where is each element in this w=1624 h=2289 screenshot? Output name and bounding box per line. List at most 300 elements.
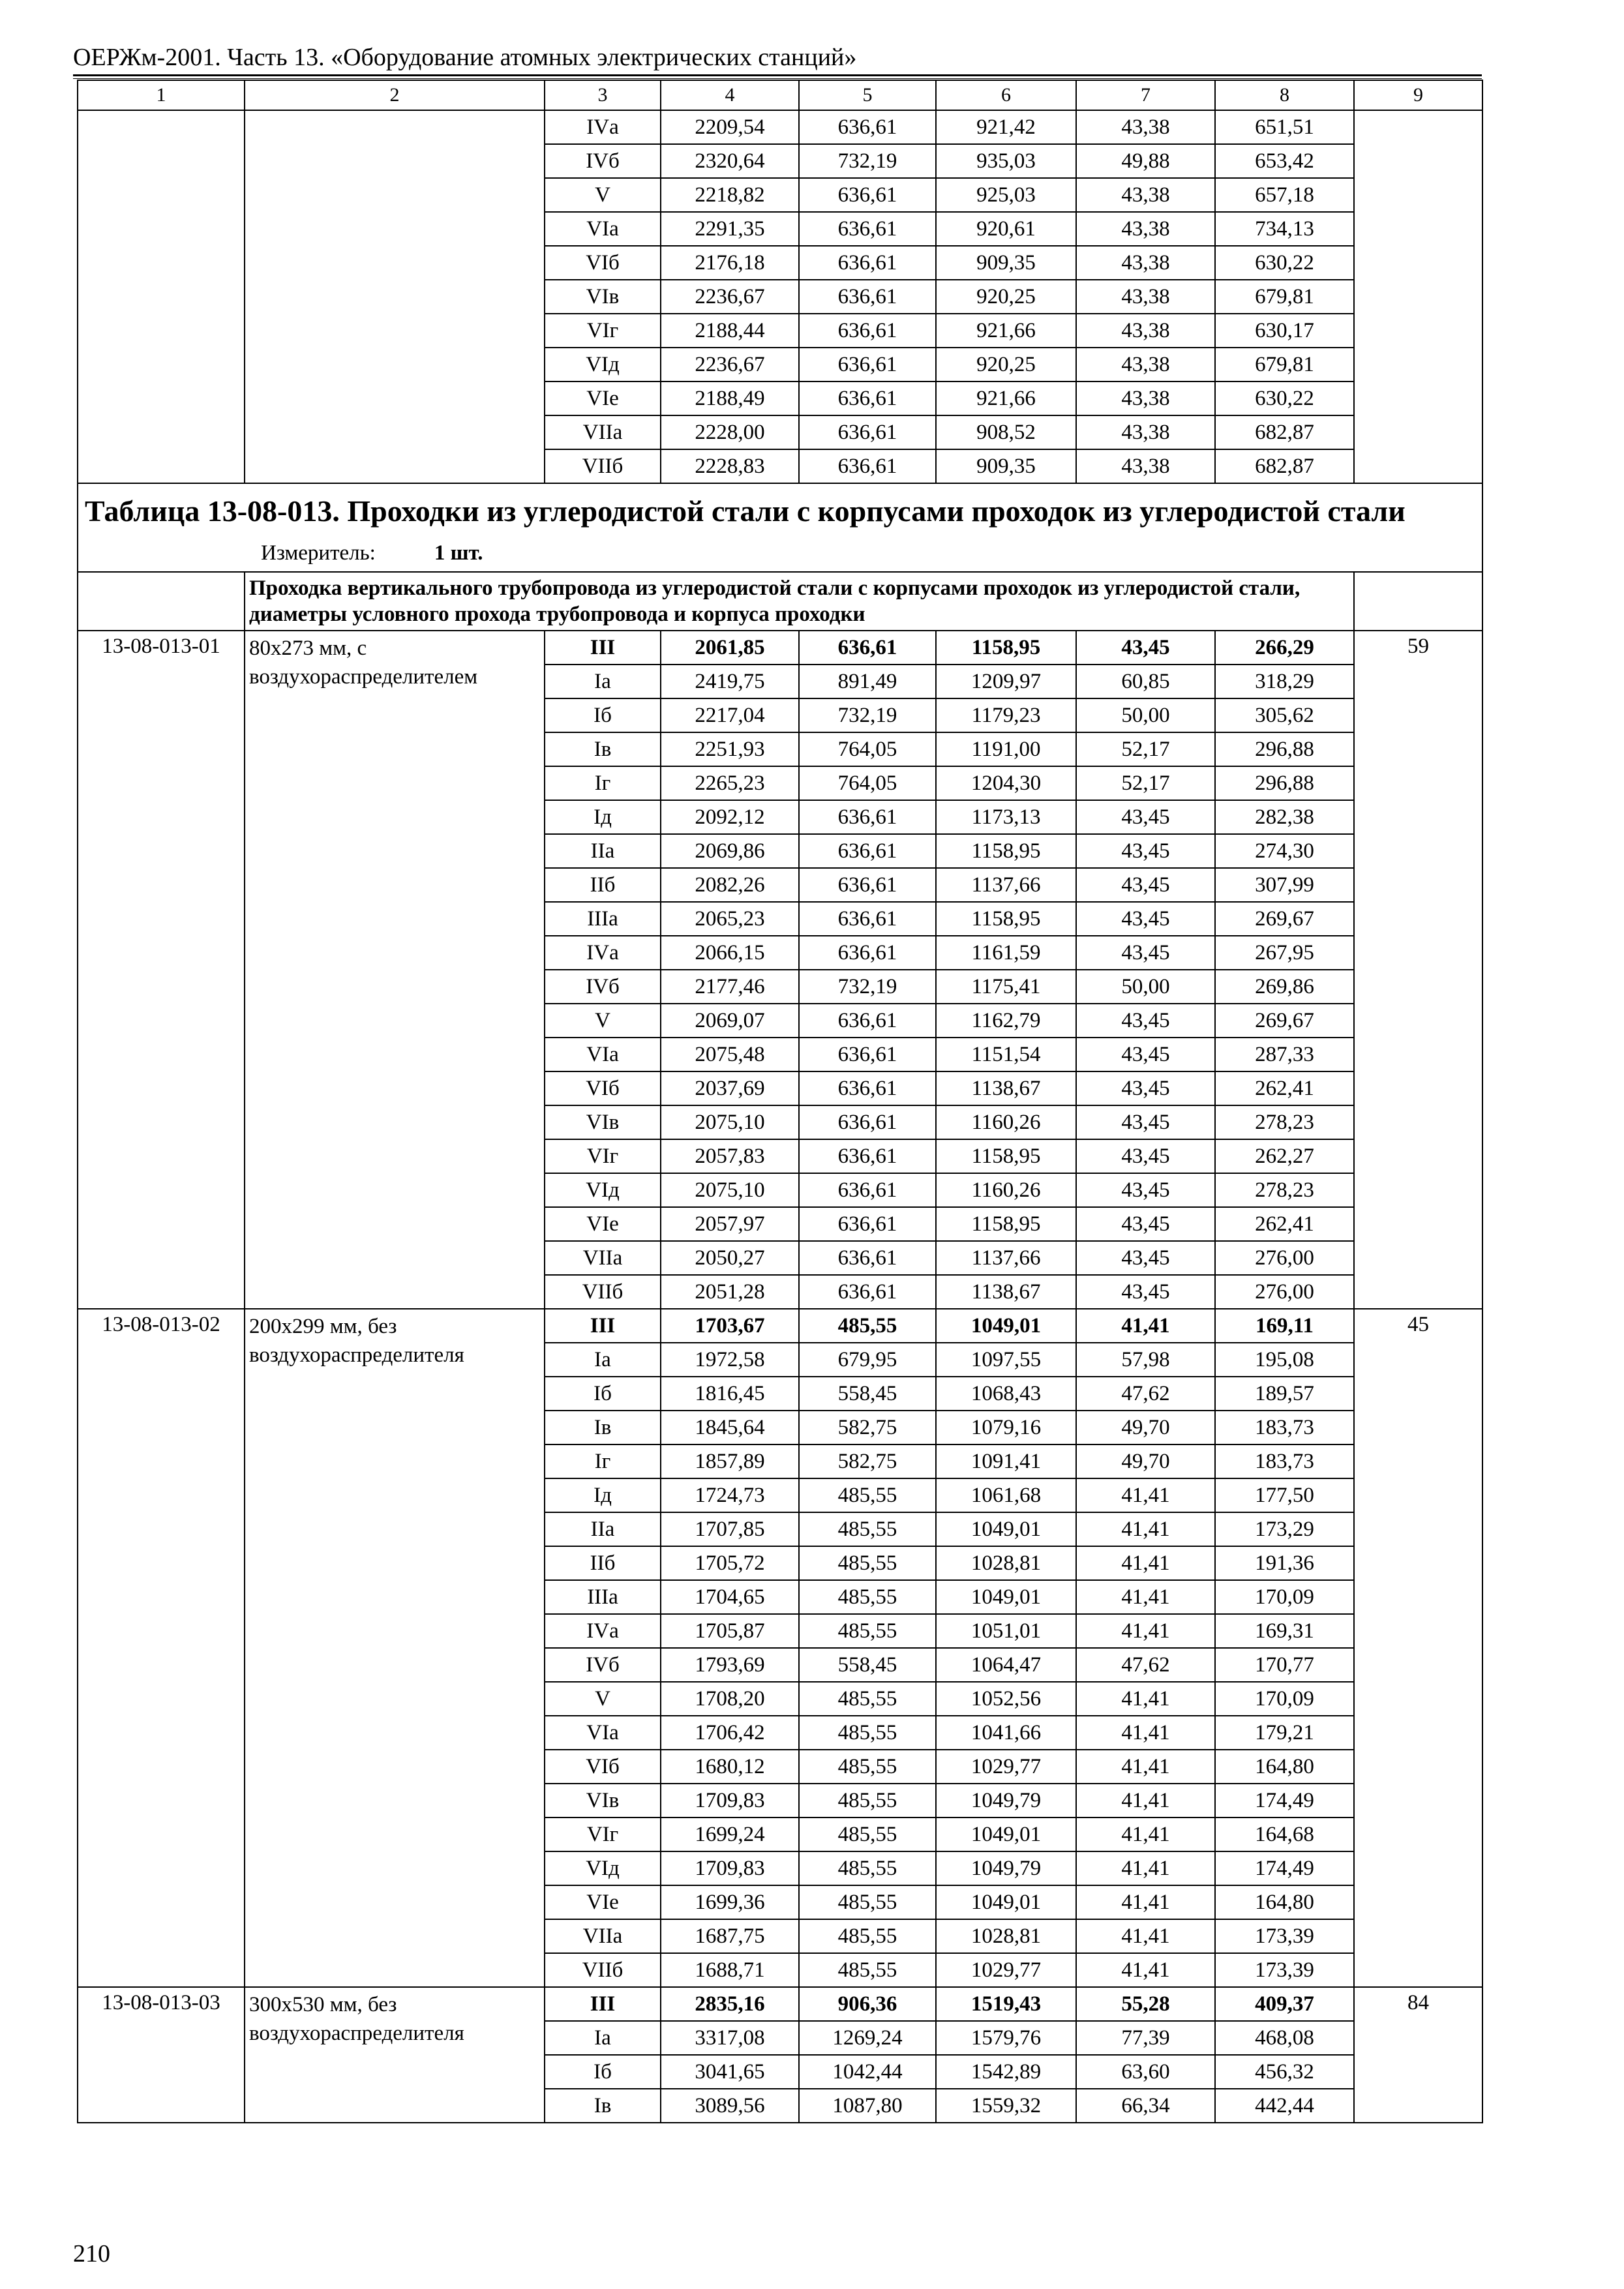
value-cell: 3089,56: [661, 2089, 799, 2123]
value-cell: 2217,04: [661, 698, 799, 732]
col-num: 6: [936, 80, 1076, 110]
zone-cell: VIб: [545, 246, 661, 280]
value-cell: 1707,85: [661, 1512, 799, 1546]
value-cell: 485,55: [799, 1580, 936, 1614]
value-cell: 2051,28: [661, 1275, 799, 1309]
value-cell: 41,41: [1076, 1716, 1215, 1750]
value-cell: 1064,47: [936, 1648, 1076, 1682]
value-cell: 636,61: [799, 834, 936, 868]
value-cell: 274,30: [1215, 834, 1354, 868]
value-cell: 66,34: [1076, 2089, 1215, 2123]
value-cell: 1687,75: [661, 1919, 799, 1953]
value-cell: 1097,55: [936, 1343, 1076, 1377]
value-cell: 169,11: [1215, 1309, 1354, 1343]
value-cell: 2291,35: [661, 212, 799, 246]
value-cell: 921,42: [936, 110, 1076, 144]
value-cell: 1138,67: [936, 1275, 1076, 1309]
value-cell: 636,61: [799, 936, 936, 970]
value-cell: 191,36: [1215, 1546, 1354, 1580]
value-cell: 1028,81: [936, 1919, 1076, 1953]
value-cell: 1028,81: [936, 1546, 1076, 1580]
zone-cell: VIIб: [545, 1953, 661, 1987]
zone-cell: VIб: [545, 1750, 661, 1784]
col-num: 5: [799, 80, 936, 110]
value-cell: 1137,66: [936, 868, 1076, 902]
value-cell: 1269,24: [799, 2021, 936, 2055]
value-cell: 1705,87: [661, 1614, 799, 1648]
value-cell: 636,61: [799, 178, 936, 212]
value-cell: 1724,73: [661, 1478, 799, 1512]
value-cell: 582,75: [799, 1411, 936, 1444]
value-cell: 1049,01: [936, 1818, 1076, 1851]
value-cell: 1699,36: [661, 1885, 799, 1919]
col9-cell: 84: [1354, 1987, 1482, 2123]
empty-cell: [78, 572, 245, 631]
col9-cell: 59: [1354, 631, 1482, 1309]
value-cell: 2419,75: [661, 665, 799, 698]
value-cell: 2236,67: [661, 280, 799, 314]
value-cell: 41,41: [1076, 1885, 1215, 1919]
zone-cell: IIб: [545, 1546, 661, 1580]
value-cell: 1049,01: [936, 1580, 1076, 1614]
value-cell: 296,88: [1215, 732, 1354, 766]
zone-cell: VIе: [545, 382, 661, 415]
name-cell: 300х530 мм, без воздухораспределителя: [245, 1987, 545, 2123]
value-cell: 41,41: [1076, 1784, 1215, 1818]
value-cell: 1709,83: [661, 1851, 799, 1885]
value-cell: 1793,69: [661, 1648, 799, 1682]
value-cell: 43,45: [1076, 868, 1215, 902]
value-cell: 1041,66: [936, 1716, 1076, 1750]
value-cell: 2092,12: [661, 800, 799, 834]
zone-cell: V: [545, 1004, 661, 1038]
value-cell: 682,87: [1215, 449, 1354, 483]
value-cell: 170,09: [1215, 1682, 1354, 1716]
value-cell: 636,61: [799, 348, 936, 382]
value-cell: 57,98: [1076, 1343, 1215, 1377]
value-cell: 173,39: [1215, 1953, 1354, 1987]
value-cell: 442,44: [1215, 2089, 1354, 2123]
value-cell: 269,67: [1215, 1004, 1354, 1038]
value-cell: 2228,83: [661, 449, 799, 483]
value-cell: 1191,00: [936, 732, 1076, 766]
page-number: 210: [73, 2240, 110, 2267]
zone-cell: VIа: [545, 212, 661, 246]
measure-value: 1 шт.: [434, 541, 483, 565]
value-cell: 43,45: [1076, 902, 1215, 936]
value-cell: 1087,80: [799, 2089, 936, 2123]
value-cell: 1049,79: [936, 1784, 1076, 1818]
measure-label: Измеритель:: [261, 541, 376, 565]
zone-cell: VIв: [545, 1784, 661, 1818]
value-cell: 891,49: [799, 665, 936, 698]
table-row: [78, 1309, 1482, 1343]
value-cell: 183,73: [1215, 1411, 1354, 1444]
value-cell: 636,61: [799, 449, 936, 483]
zone-cell: Iв: [545, 2089, 661, 2123]
col9-cell: [1354, 110, 1482, 483]
table-title: Таблица 13-08-013. Проходки из углеродистой стали с корпусами проходок из углеродистой стали: [85, 494, 1406, 528]
value-cell: 485,55: [799, 1784, 936, 1818]
value-cell: 52,17: [1076, 766, 1215, 800]
zone-cell: VIб: [545, 1071, 661, 1105]
value-cell: 908,52: [936, 415, 1076, 449]
zone-cell: IVа: [545, 936, 661, 970]
value-cell: 1158,95: [936, 631, 1076, 665]
zone-cell: Iа: [545, 665, 661, 698]
value-cell: 732,19: [799, 698, 936, 732]
zone-cell: IIIа: [545, 1580, 661, 1614]
value-cell: 43,45: [1076, 936, 1215, 970]
code-cell: 13-08-013-01: [78, 631, 245, 1309]
value-cell: 582,75: [799, 1444, 936, 1478]
table-row: [78, 1987, 1482, 2021]
value-cell: 170,09: [1215, 1580, 1354, 1614]
value-cell: 1688,71: [661, 1953, 799, 1987]
value-cell: 1161,59: [936, 936, 1076, 970]
value-cell: 1151,54: [936, 1038, 1076, 1071]
value-cell: 1680,12: [661, 1750, 799, 1784]
zone-cell: IIа: [545, 834, 661, 868]
name-cell: 80х273 мм, с воздухораспределителем: [245, 631, 545, 1309]
code-cell: 13-08-013-03: [78, 1987, 245, 2123]
value-cell: 651,51: [1215, 110, 1354, 144]
document-header: ОЕРЖм-2001. Часть 13. «Оборудование атомных электрических станций»: [73, 42, 1482, 76]
value-cell: 1703,67: [661, 1309, 799, 1343]
value-cell: 179,21: [1215, 1716, 1354, 1750]
zone-cell: Iа: [545, 2021, 661, 2055]
value-cell: 60,85: [1076, 665, 1215, 698]
value-cell: 1049,01: [936, 1309, 1076, 1343]
value-cell: 636,61: [799, 314, 936, 348]
col-num: 3: [545, 80, 661, 110]
value-cell: 43,45: [1076, 1275, 1215, 1309]
value-cell: 1042,44: [799, 2055, 936, 2089]
value-cell: 282,38: [1215, 800, 1354, 834]
zone-cell: Iд: [545, 800, 661, 834]
zone-cell: III: [545, 1987, 661, 2021]
code-cell: [78, 110, 245, 483]
zone-cell: IIб: [545, 868, 661, 902]
value-cell: 485,55: [799, 1953, 936, 1987]
zone-cell: VIе: [545, 1207, 661, 1241]
value-cell: 41,41: [1076, 1309, 1215, 1343]
col-num: 1: [78, 80, 245, 110]
value-cell: 52,17: [1076, 732, 1215, 766]
value-cell: 55,28: [1076, 1987, 1215, 2021]
value-cell: 1542,89: [936, 2055, 1076, 2089]
value-cell: 43,45: [1076, 1071, 1215, 1105]
value-cell: 43,38: [1076, 449, 1215, 483]
value-cell: 1559,32: [936, 2089, 1076, 2123]
value-cell: 1519,43: [936, 1987, 1076, 2021]
zone-cell: VIд: [545, 348, 661, 382]
value-cell: 636,61: [799, 1071, 936, 1105]
zone-cell: IVа: [545, 110, 661, 144]
value-cell: 278,23: [1215, 1173, 1354, 1207]
value-cell: 2082,26: [661, 868, 799, 902]
col-num: 9: [1354, 80, 1482, 110]
value-cell: 43,38: [1076, 348, 1215, 382]
name-cell: [245, 110, 545, 483]
value-cell: 636,61: [799, 1275, 936, 1309]
value-cell: 43,38: [1076, 382, 1215, 415]
value-cell: 1158,95: [936, 1207, 1076, 1241]
value-cell: 41,41: [1076, 1818, 1215, 1851]
value-cell: 558,45: [799, 1377, 936, 1411]
value-cell: 262,41: [1215, 1071, 1354, 1105]
value-cell: 1709,83: [661, 1784, 799, 1818]
zone-cell: III: [545, 631, 661, 665]
value-cell: 276,00: [1215, 1241, 1354, 1275]
value-cell: 636,61: [799, 415, 936, 449]
value-cell: 732,19: [799, 144, 936, 178]
value-cell: 2075,10: [661, 1105, 799, 1139]
value-cell: 43,38: [1076, 314, 1215, 348]
value-cell: 2320,64: [661, 144, 799, 178]
value-cell: 1079,16: [936, 1411, 1076, 1444]
col-num: 7: [1076, 80, 1215, 110]
value-cell: 679,81: [1215, 348, 1354, 382]
value-cell: 43,38: [1076, 212, 1215, 246]
value-cell: 2061,85: [661, 631, 799, 665]
value-cell: 921,66: [936, 382, 1076, 415]
value-cell: 558,45: [799, 1648, 936, 1682]
zone-cell: V: [545, 1682, 661, 1716]
value-cell: 43,45: [1076, 1004, 1215, 1038]
value-cell: 189,57: [1215, 1377, 1354, 1411]
value-cell: 468,08: [1215, 2021, 1354, 2055]
zone-cell: IVа: [545, 1614, 661, 1648]
value-cell: 1705,72: [661, 1546, 799, 1580]
value-cell: 764,05: [799, 766, 936, 800]
value-cell: 2265,23: [661, 766, 799, 800]
value-cell: 2057,83: [661, 1139, 799, 1173]
value-cell: 732,19: [799, 970, 936, 1004]
value-cell: 43,45: [1076, 800, 1215, 834]
value-cell: 174,49: [1215, 1784, 1354, 1818]
value-cell: 636,61: [799, 868, 936, 902]
value-cell: 49,88: [1076, 144, 1215, 178]
zone-cell: IIIа: [545, 902, 661, 936]
value-cell: 2251,93: [661, 732, 799, 766]
value-cell: 920,25: [936, 348, 1076, 382]
value-cell: 49,70: [1076, 1444, 1215, 1478]
value-cell: 2188,49: [661, 382, 799, 415]
value-cell: 920,61: [936, 212, 1076, 246]
value-cell: 169,31: [1215, 1614, 1354, 1648]
value-cell: 2228,00: [661, 415, 799, 449]
value-cell: 485,55: [799, 1716, 936, 1750]
value-cell: 2075,48: [661, 1038, 799, 1071]
value-cell: 485,55: [799, 1614, 936, 1648]
value-cell: 41,41: [1076, 1580, 1215, 1614]
value-cell: 1845,64: [661, 1411, 799, 1444]
value-cell: 177,50: [1215, 1478, 1354, 1512]
value-cell: 636,61: [799, 800, 936, 834]
value-cell: 1708,20: [661, 1682, 799, 1716]
zone-cell: Iг: [545, 766, 661, 800]
value-cell: 2209,54: [661, 110, 799, 144]
value-cell: 43,38: [1076, 178, 1215, 212]
value-cell: 2057,97: [661, 1207, 799, 1241]
value-cell: 636,61: [799, 246, 936, 280]
zone-cell: Iб: [545, 1377, 661, 1411]
value-cell: 1160,26: [936, 1105, 1076, 1139]
value-cell: 636,61: [799, 212, 936, 246]
value-cell: 296,88: [1215, 766, 1354, 800]
value-cell: 485,55: [799, 1818, 936, 1851]
value-cell: 43,38: [1076, 246, 1215, 280]
value-cell: 1857,89: [661, 1444, 799, 1478]
value-cell: 2065,23: [661, 902, 799, 936]
value-cell: 679,81: [1215, 280, 1354, 314]
value-cell: 287,33: [1215, 1038, 1354, 1071]
value-cell: 679,95: [799, 1343, 936, 1377]
value-cell: 653,42: [1215, 144, 1354, 178]
value-cell: 636,61: [799, 631, 936, 665]
value-cell: 307,99: [1215, 868, 1354, 902]
value-cell: 164,80: [1215, 1750, 1354, 1784]
value-cell: 1158,95: [936, 1139, 1076, 1173]
col-num: 4: [661, 80, 799, 110]
value-cell: 1579,76: [936, 2021, 1076, 2055]
value-cell: 2066,15: [661, 936, 799, 970]
zone-cell: Iв: [545, 732, 661, 766]
value-cell: 630,22: [1215, 382, 1354, 415]
value-cell: 1972,58: [661, 1343, 799, 1377]
value-cell: 2236,67: [661, 348, 799, 382]
value-cell: 1704,65: [661, 1580, 799, 1614]
value-cell: 43,38: [1076, 110, 1215, 144]
zone-cell: VIа: [545, 1716, 661, 1750]
zone-cell: VIв: [545, 280, 661, 314]
value-cell: 170,77: [1215, 1648, 1354, 1682]
zone-cell: VIе: [545, 1885, 661, 1919]
value-cell: 485,55: [799, 1682, 936, 1716]
empty-cell: [1354, 572, 1482, 631]
value-cell: 47,62: [1076, 1648, 1215, 1682]
value-cell: 636,61: [799, 902, 936, 936]
value-cell: 2188,44: [661, 314, 799, 348]
col-num: 8: [1215, 80, 1354, 110]
value-cell: 2835,16: [661, 1987, 799, 2021]
value-cell: 485,55: [799, 1546, 936, 1580]
value-cell: 2037,69: [661, 1071, 799, 1105]
value-cell: 1049,01: [936, 1885, 1076, 1919]
value-cell: 305,62: [1215, 698, 1354, 732]
value-cell: 43,45: [1076, 1207, 1215, 1241]
value-cell: 47,62: [1076, 1377, 1215, 1411]
zone-cell: VIг: [545, 1139, 661, 1173]
rates-table: [77, 80, 1483, 2123]
value-cell: 1137,66: [936, 1241, 1076, 1275]
value-cell: 173,39: [1215, 1919, 1354, 1953]
value-cell: 43,45: [1076, 1241, 1215, 1275]
value-cell: 1158,95: [936, 902, 1076, 936]
value-cell: 636,61: [799, 1038, 936, 1071]
zone-cell: IVб: [545, 1648, 661, 1682]
value-cell: 485,55: [799, 1309, 936, 1343]
value-cell: 1179,23: [936, 698, 1076, 732]
col-num: 2: [245, 80, 545, 110]
value-cell: 164,68: [1215, 1818, 1354, 1851]
value-cell: 173,29: [1215, 1512, 1354, 1546]
value-cell: 41,41: [1076, 1953, 1215, 1987]
value-cell: 921,66: [936, 314, 1076, 348]
value-cell: 636,61: [799, 1139, 936, 1173]
value-cell: 195,08: [1215, 1343, 1354, 1377]
value-cell: 1204,30: [936, 766, 1076, 800]
value-cell: 920,25: [936, 280, 1076, 314]
value-cell: 1138,67: [936, 1071, 1076, 1105]
value-cell: 636,61: [799, 280, 936, 314]
value-cell: 267,95: [1215, 936, 1354, 970]
value-cell: 43,38: [1076, 415, 1215, 449]
column-number-row: [78, 80, 1482, 110]
zone-cell: VIIа: [545, 415, 661, 449]
value-cell: 3041,65: [661, 2055, 799, 2089]
value-cell: 43,45: [1076, 834, 1215, 868]
zone-cell: III: [545, 1309, 661, 1343]
value-cell: 485,55: [799, 1919, 936, 1953]
value-cell: 456,32: [1215, 2055, 1354, 2089]
value-cell: 1051,01: [936, 1614, 1076, 1648]
value-cell: 2069,86: [661, 834, 799, 868]
col9-cell: 45: [1354, 1309, 1482, 1987]
value-cell: 636,61: [799, 1173, 936, 1207]
value-cell: 1029,77: [936, 1750, 1076, 1784]
value-cell: 43,45: [1076, 631, 1215, 665]
value-cell: 43,38: [1076, 280, 1215, 314]
value-cell: 41,41: [1076, 1919, 1215, 1953]
zone-cell: Iб: [545, 698, 661, 732]
zone-cell: Iд: [545, 1478, 661, 1512]
value-cell: 269,86: [1215, 970, 1354, 1004]
value-cell: 2177,46: [661, 970, 799, 1004]
value-cell: 1706,42: [661, 1716, 799, 1750]
value-cell: 77,39: [1076, 2021, 1215, 2055]
value-cell: 2075,10: [661, 1173, 799, 1207]
value-cell: 63,60: [1076, 2055, 1215, 2089]
value-cell: 485,55: [799, 1885, 936, 1919]
value-cell: 485,55: [799, 1512, 936, 1546]
value-cell: 1052,56: [936, 1682, 1076, 1716]
value-cell: 734,13: [1215, 212, 1354, 246]
value-cell: 174,49: [1215, 1851, 1354, 1885]
value-cell: 636,61: [799, 1241, 936, 1275]
value-cell: 50,00: [1076, 698, 1215, 732]
value-cell: 1699,24: [661, 1818, 799, 1851]
value-cell: 266,29: [1215, 631, 1354, 665]
value-cell: 636,61: [799, 1207, 936, 1241]
value-cell: 636,61: [799, 1105, 936, 1139]
value-cell: 630,17: [1215, 314, 1354, 348]
value-cell: 764,05: [799, 732, 936, 766]
zone-cell: VIIа: [545, 1241, 661, 1275]
value-cell: 636,61: [799, 382, 936, 415]
header-rule: [73, 78, 1482, 79]
value-cell: 41,41: [1076, 1682, 1215, 1716]
value-cell: 1816,45: [661, 1377, 799, 1411]
value-cell: 935,03: [936, 144, 1076, 178]
value-cell: 318,29: [1215, 665, 1354, 698]
value-cell: 2218,82: [661, 178, 799, 212]
zone-cell: VIв: [545, 1105, 661, 1139]
value-cell: 409,37: [1215, 1987, 1354, 2021]
value-cell: 50,00: [1076, 970, 1215, 1004]
table-row: [78, 631, 1482, 665]
